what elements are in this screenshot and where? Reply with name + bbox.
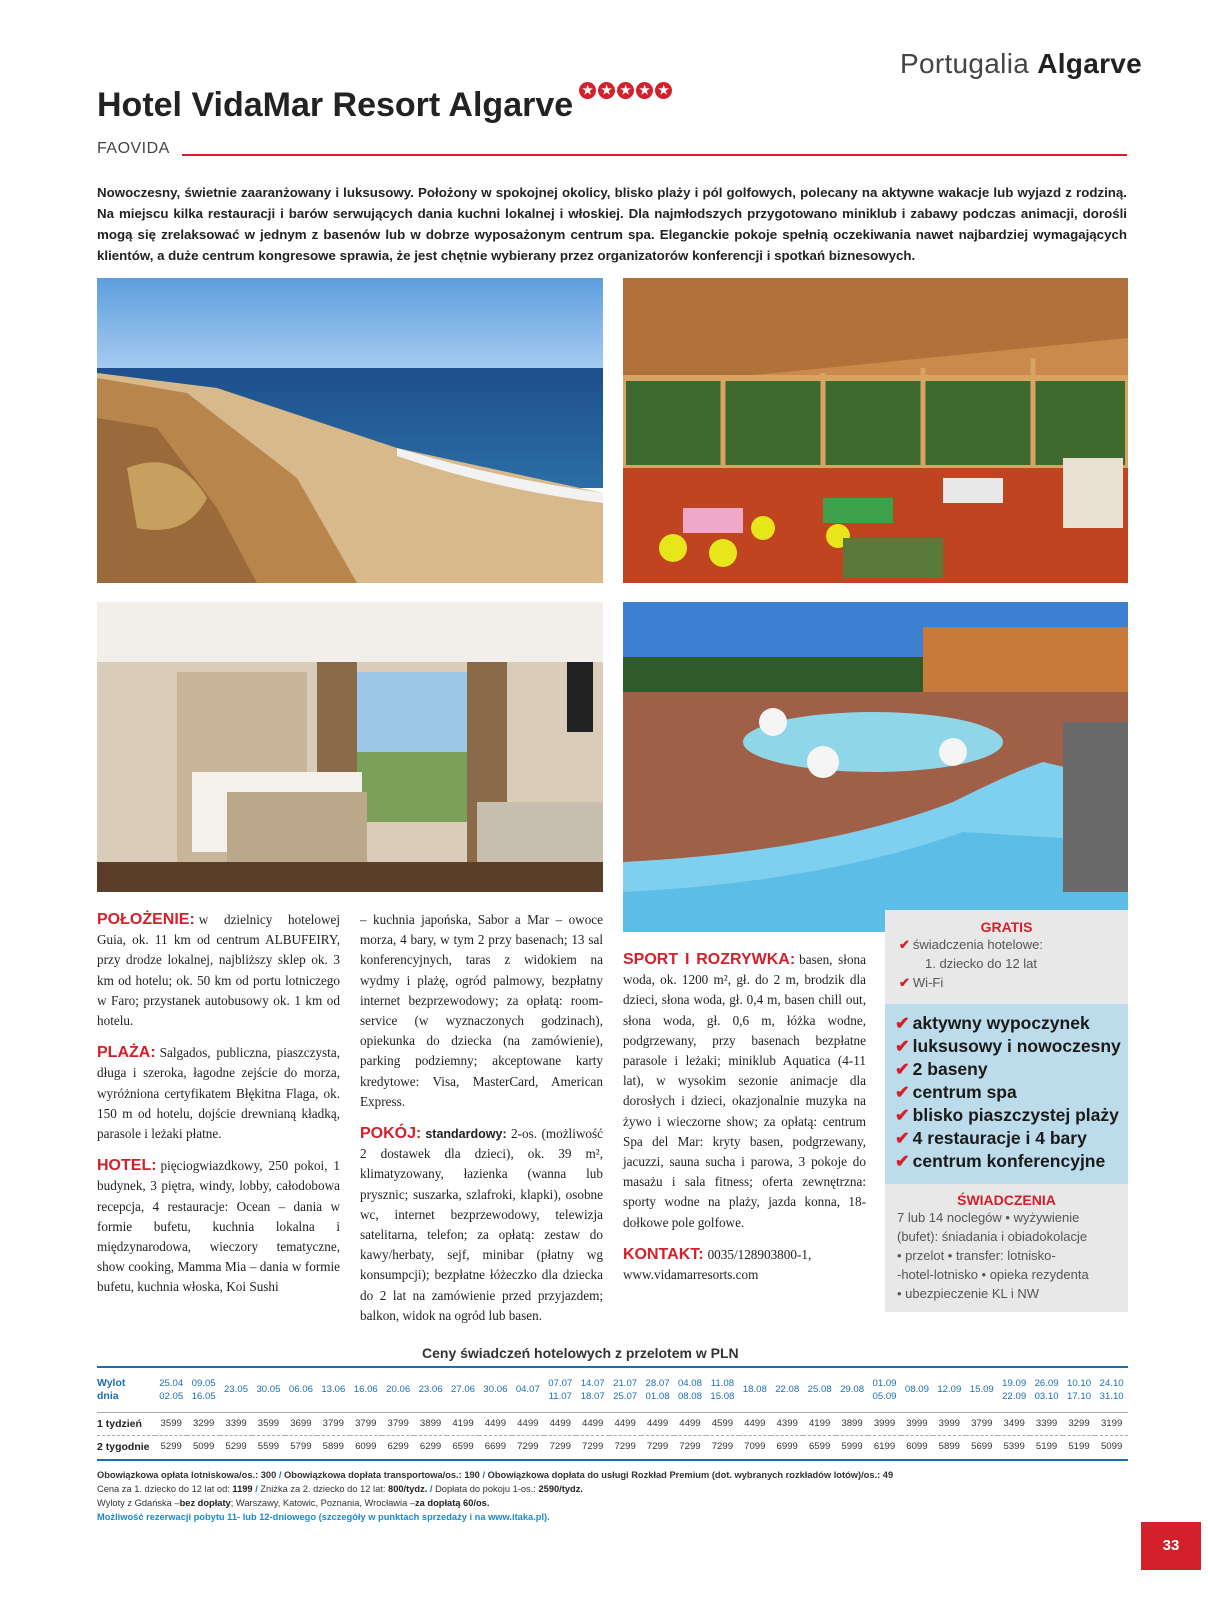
kontakt-phone: 0035/128903800-1, <box>707 1246 812 1262</box>
gratis-item: 1. dziecko do 12 lat <box>925 956 1038 971</box>
column-location-beach-hotel <box>97 910 340 1310</box>
footnote-booking-link[interactable]: Możliwość rezerwacji pobytu 11- lub 12-dniowego (szczegóły w punktach sprzedaży i na www.itaka.pl). <box>97 1512 550 1522</box>
price-cell: 5199 <box>1030 1435 1062 1458</box>
date-cell: 06.06 <box>288 1384 313 1396</box>
date-cell: 15.09 <box>969 1384 994 1396</box>
feature-item: ✔ 2 baseny <box>895 1059 988 1079</box>
check-icon: ✔ <box>895 1082 910 1102</box>
star-icon: ★ <box>636 82 653 99</box>
gratis-item: ✔ Wi-Fi <box>899 975 944 990</box>
date-cell: 07.07 11.07 <box>548 1377 573 1402</box>
price-cell: 6099 <box>350 1435 382 1458</box>
price-cell: 3799 <box>317 1412 349 1435</box>
feature-item: ✔ aktywny wypoczynek <box>895 1013 1090 1033</box>
date-cell: 30.06 <box>483 1384 508 1396</box>
date-cell: 09.05 16.05 <box>191 1377 216 1402</box>
check-icon: ✔ <box>895 1013 910 1033</box>
plaza-heading: PLAŻA: <box>97 1044 156 1062</box>
intro-text: Nowoczesny, świetnie zaaranżowany i luksusowy. Położony w spokojnej okolicy, blisko plaży i pól golfowych, polecany na aktywne wakacje lub wyjazd z rodziną. Na miejscu kilka restauracji i barów serwujących dania kuchni lokalnej i włoskiej. Dla najmłodszych przygotowano miniklub i zabawy podczas animacji, dorośli mogą się zrelaksować w jednym z basenów lub w dobrze wyposażonym centrum spa. Eleganckie pokoje spełnią oczekiwania nawet najbardziej wymagających klientów, a duże centrum kongresowe sprawia, że jest chętnie wybierany przez organizatorów konferencji i spotkań biznesowych. <box>97 185 1127 263</box>
price-cell: 3999 <box>901 1412 933 1435</box>
check-icon: ✔ <box>899 975 910 990</box>
date-cell: 23.06 <box>418 1384 443 1396</box>
footnote-fees: Obowiązkowa opłata lotniskowa/os.: 300 / Obowiązkowa dopłata transportowa/os.: 190 / Obowiązkowa dopłata do usługi Rozkład Premium (dot. wybranych rozkładów lotów)/os.: 49 <box>97 1470 894 1480</box>
pokoj-heading: POKÓJ: <box>360 1125 422 1143</box>
hotel-text-continued: – kuchnia japońska, Sabor a Mar – owoce morza, 4 bary, w tym 2 przy basenach; 13 sal konferencyjnych, taras z widokiem na wydmy i plażę, ogród palmowy, bezpłatny internet bezprzewodowy; za opłatą: room-service (w wyznaczonych godzinach), opiekunka do dziecka (na zamówienie), parking podziemny; akceptowane karty kredytowe: Visa, MasterCard, American Express. <box>360 912 603 1109</box>
section-pokoj <box>360 1124 603 1326</box>
price-cell: 5899 <box>317 1435 349 1458</box>
price-cell: 5099 <box>1095 1435 1128 1458</box>
price-cell: 4499 <box>609 1412 641 1435</box>
swiadczenia-line: • ubezpieczenie KL i NW <box>897 1286 1040 1301</box>
date-cell: 18.08 <box>742 1384 767 1396</box>
date-cell: 25.04 02.05 <box>159 1377 184 1402</box>
table-row <box>97 1435 1128 1458</box>
check-icon: ✔ <box>895 1036 910 1056</box>
date-cell: 27.06 <box>451 1384 476 1396</box>
check-icon: ✔ <box>899 937 910 952</box>
date-cell: 01.09 05.09 <box>872 1377 897 1402</box>
table-bottom-line <box>97 1459 1128 1461</box>
section-kontakt <box>623 1245 866 1285</box>
price-cell: 3899 <box>836 1412 868 1435</box>
hotel-text: pięciogwiazdkowy, 250 pokoi, 1 budynek, 3 piętra, windy, lobby, całodobowa recepcja, 4 restauracje: Ocean – dania w formie bufetu, kuchnia lokalna i międzynarodowa, wieczory tematyczne, show cooking, Mamma Mia – dania w formie bufetu, kuchnia włoska, Koi Sushi <box>97 1158 340 1295</box>
price-cell: 3999 <box>933 1412 965 1435</box>
price-cell: 4199 <box>803 1412 835 1435</box>
swiadczenia-box <box>885 1184 1128 1312</box>
price-cell: 3599 <box>252 1412 284 1435</box>
price-cell: 3299 <box>1063 1412 1095 1435</box>
price-cell: 4499 <box>544 1412 576 1435</box>
feature-item: ✔ blisko piaszczystej plaży <box>895 1105 1119 1125</box>
section-plaza <box>97 1043 340 1144</box>
date-cell: 29.08 <box>840 1384 865 1396</box>
hotel-heading: HOTEL: <box>97 1157 157 1175</box>
feature-item: ✔ 4 restauracje i 4 bary <box>895 1128 1087 1148</box>
divider-line <box>182 154 1127 156</box>
price-cell: 3799 <box>382 1412 414 1435</box>
price-table-title: Ceny świadczeń hotelowych z przelotem w PLN <box>422 1345 739 1361</box>
gratis-title: GRATIS <box>980 919 1033 935</box>
check-icon: ✔ <box>895 1151 910 1171</box>
price-cell: 7299 <box>576 1435 608 1458</box>
pokoj-text: 2-os. (możliwość 2 dostawek dla dzieci), ok. 39 m², klimatyzowany, łazienka (wanna lub prysznic; suszarka, szlafroki, klapki), osobne wc, internet bezprzewodowy, telewizja satelitarna, telefon; za opłatą: zestaw do kawy/herbaty, sejf, minibar (płatny wg konsumpcji); bezpłatne łóżeczko dla dziecka do 2 lat na zamówienie przed przyjazdem; balkon, widok na ogród lub basen. <box>360 1126 603 1323</box>
price-cell: 7299 <box>706 1435 738 1458</box>
swiadczenia-line: • przelot • transfer: lotnisko- <box>897 1248 1056 1263</box>
price-cell: 5999 <box>836 1435 868 1458</box>
photo-room <box>97 602 603 892</box>
date-cell: 04.08 08.08 <box>677 1377 702 1402</box>
hotel-code: FAOVIDA <box>97 140 170 157</box>
star-icon: ★ <box>655 82 672 99</box>
price-cell: 6099 <box>901 1435 933 1458</box>
swiadczenia-line: 7 lub 14 noclegów • wyżywienie <box>897 1210 1080 1225</box>
price-cell: 7299 <box>641 1435 673 1458</box>
price-cell: 4599 <box>706 1412 738 1435</box>
price-cell: 4499 <box>674 1412 706 1435</box>
price-cell: 7299 <box>609 1435 641 1458</box>
star-icon: ★ <box>598 82 615 99</box>
date-cell: 21.07 25.07 <box>613 1377 638 1402</box>
date-cell: 12.09 <box>937 1384 962 1396</box>
feature-item: ✔ luksusowy i nowoczesny <box>895 1036 1121 1056</box>
photo-pool <box>623 602 1128 932</box>
price-cell: 4499 <box>641 1412 673 1435</box>
price-cell: 3699 <box>285 1412 317 1435</box>
date-cell: 22.08 <box>775 1384 800 1396</box>
kontakt-heading: KONTAKT: <box>623 1245 704 1263</box>
gratis-box <box>885 910 1128 1004</box>
price-cell: 6999 <box>771 1435 803 1458</box>
price-cell: 5299 <box>220 1435 252 1458</box>
photo-kids-club <box>623 278 1128 583</box>
price-cell: 5899 <box>933 1435 965 1458</box>
footnote-children: Cena za 1. dziecko do 12 lat od: 1199 / Zniżka za 2. dziecko do 12 lat: 800/tydz. / Dopłata do pokoju 1-os.: 2590/tydz. <box>97 1484 583 1494</box>
price-cell: 4499 <box>479 1412 511 1435</box>
price-cell: 5299 <box>155 1435 187 1458</box>
price-cell: 6199 <box>868 1435 900 1458</box>
country-name: Portugalia <box>900 48 1030 79</box>
footnote-departures: Wyloty z Gdańska –bez dopłaty; Warszawy, Katowic, Poznania, Wrocławia –za dopłatą 60/os. <box>97 1498 490 1508</box>
date-cell: 19.09 22.09 <box>1002 1377 1027 1402</box>
date-cell: 10.10 17.10 <box>1067 1377 1092 1402</box>
swiadczenia-title: ŚWIADCZENIA <box>957 1192 1056 1208</box>
section-sport <box>623 950 866 1233</box>
swiadczenia-line: (bufet): śniadania i obiadokolacje <box>897 1229 1088 1244</box>
check-icon: ✔ <box>895 1059 910 1079</box>
price-cell: 5399 <box>998 1435 1030 1458</box>
date-cell: 26.09 03.10 <box>1034 1377 1059 1402</box>
polozenie-text: w dzielnicy hotelowej Guia, ok. 11 km od centrum ALBUFEIRY, przy drodze lokalnej, najbliższy sklep ok. 3 km od hotelu; ok. 50 km od portu lotniczego w Faro; przystanek autobusowy ok. 1 km od hotelu. <box>97 912 340 1029</box>
price-cell: 5099 <box>187 1435 219 1458</box>
check-icon: ✔ <box>895 1105 910 1125</box>
sport-heading: SPORT I ROZRYWKA: <box>623 951 796 968</box>
header-label: Wylot dnia <box>97 1376 126 1402</box>
price-cell: 3899 <box>414 1412 446 1435</box>
price-cell: 3799 <box>350 1412 382 1435</box>
column-sport-contact <box>623 950 866 1297</box>
price-cell: 3199 <box>1095 1412 1128 1435</box>
price-cell: 5699 <box>966 1435 998 1458</box>
table-row <box>97 1412 1128 1435</box>
price-cell: 3399 <box>220 1412 252 1435</box>
price-cell: 6299 <box>414 1435 446 1458</box>
price-cell: 7299 <box>674 1435 706 1458</box>
hotel-title <box>97 83 672 125</box>
photo-beach <box>97 278 603 583</box>
star-icon: ★ <box>617 82 634 99</box>
price-cell: 3799 <box>966 1412 998 1435</box>
region-name: Algarve <box>1037 48 1143 79</box>
kontakt-website[interactable]: www.vidamarresorts.com <box>623 1267 759 1283</box>
date-cell: 13.06 <box>321 1384 346 1396</box>
star-icon: ★ <box>579 82 596 99</box>
price-cell: 5799 <box>285 1435 317 1458</box>
sport-text: basen, słona woda, ok. 1200 m², gł. do 2 m, brodzik dla dzieci, słona woda, gł. 0,4 m, basen chill out, słona woda, gł. 0,6 m, łóżka wodne, podgrzewany, przy basenach bezpłatne parasole i leżaki; miniklub Aquatica (4-11 lat), w wysokim sezonie animacje dla dorosłych i dzieci, okazjonalnie muzyka na żywo i wieczorne show; za opłatą: centrum Spa del Mar: kryty basen, podgrzewany, jacuzzi, sauna sucha i parowa, 3 pokoje do masażu i sala fitness; oferta zewnętrzna: sporty wodne na plaży, jazda konna, 18-dołkowe pole golfowe. <box>623 952 866 1230</box>
pokoj-subheading: standardowy: <box>425 1127 507 1142</box>
date-cell: 14.07 18.07 <box>580 1377 605 1402</box>
date-cell: 23.05 <box>224 1384 249 1396</box>
feature-item: ✔ centrum spa <box>895 1082 1017 1102</box>
column-hotel-room <box>360 910 603 1338</box>
plaza-text: Salgados, publiczna, piaszczysta, długa i szeroka, łagodne zejście do morza, wyróżniona certyfikatem Błękitna Flaga, ok. 150 m od hotelu, dojście drewnianą kładką, parasole i leżaki płatne. <box>97 1045 340 1142</box>
price-cell: 4499 <box>576 1412 608 1435</box>
price-cell: 6599 <box>803 1435 835 1458</box>
price-cell: 3599 <box>155 1412 187 1435</box>
date-cell: 04.07 <box>515 1384 540 1396</box>
page-number: 33 <box>1141 1522 1201 1570</box>
date-cell: 30.05 <box>256 1384 281 1396</box>
price-cell: 7299 <box>512 1435 544 1458</box>
price-cell: 3499 <box>998 1412 1030 1435</box>
price-cell: 4399 <box>771 1412 803 1435</box>
price-cell: 4499 <box>512 1412 544 1435</box>
price-cell: 7299 <box>544 1435 576 1458</box>
feature-item: ✔ centrum konferencyjne <box>895 1151 1106 1171</box>
price-cell: 3299 <box>187 1412 219 1435</box>
hotel-name: Hotel VidaMar Resort Algarve <box>97 86 574 124</box>
table-header-row <box>97 1368 1128 1412</box>
date-cell: 11.08 15.08 <box>710 1377 735 1402</box>
price-cell: 5199 <box>1063 1435 1095 1458</box>
price-cell: 6299 <box>382 1435 414 1458</box>
price-cell: 4499 <box>739 1412 771 1435</box>
section-polozenie <box>97 910 340 1031</box>
price-cell: 3999 <box>868 1412 900 1435</box>
price-cell: 3399 <box>1030 1412 1062 1435</box>
row-label: 2 tygodnie <box>97 1435 155 1458</box>
price-table <box>97 1368 1128 1458</box>
date-cell: 24.10 31.10 <box>1099 1377 1124 1402</box>
star-rating <box>579 82 672 99</box>
swiadczenia-line: -hotel-lotnisko • opieka rezydenta <box>897 1267 1089 1282</box>
date-cell: 25.08 <box>807 1384 832 1396</box>
gratis-item: ✔ świadczenia hotelowe: <box>899 937 1043 952</box>
row-label: 1 tydzień <box>97 1412 155 1435</box>
price-cell: 4199 <box>447 1412 479 1435</box>
price-cell: 6599 <box>447 1435 479 1458</box>
region-heading <box>900 48 1142 80</box>
price-cell: 5599 <box>252 1435 284 1458</box>
section-hotel <box>97 1156 340 1297</box>
price-cell: 7099 <box>739 1435 771 1458</box>
date-cell: 20.06 <box>386 1384 411 1396</box>
polozenie-heading: POŁOŻENIE: <box>97 911 195 928</box>
price-cell: 6699 <box>479 1435 511 1458</box>
features-box <box>885 1004 1128 1184</box>
check-icon: ✔ <box>895 1128 910 1148</box>
date-cell: 16.06 <box>353 1384 378 1396</box>
date-cell: 28.07 01.08 <box>645 1377 670 1402</box>
date-cell: 08.09 <box>904 1384 929 1396</box>
